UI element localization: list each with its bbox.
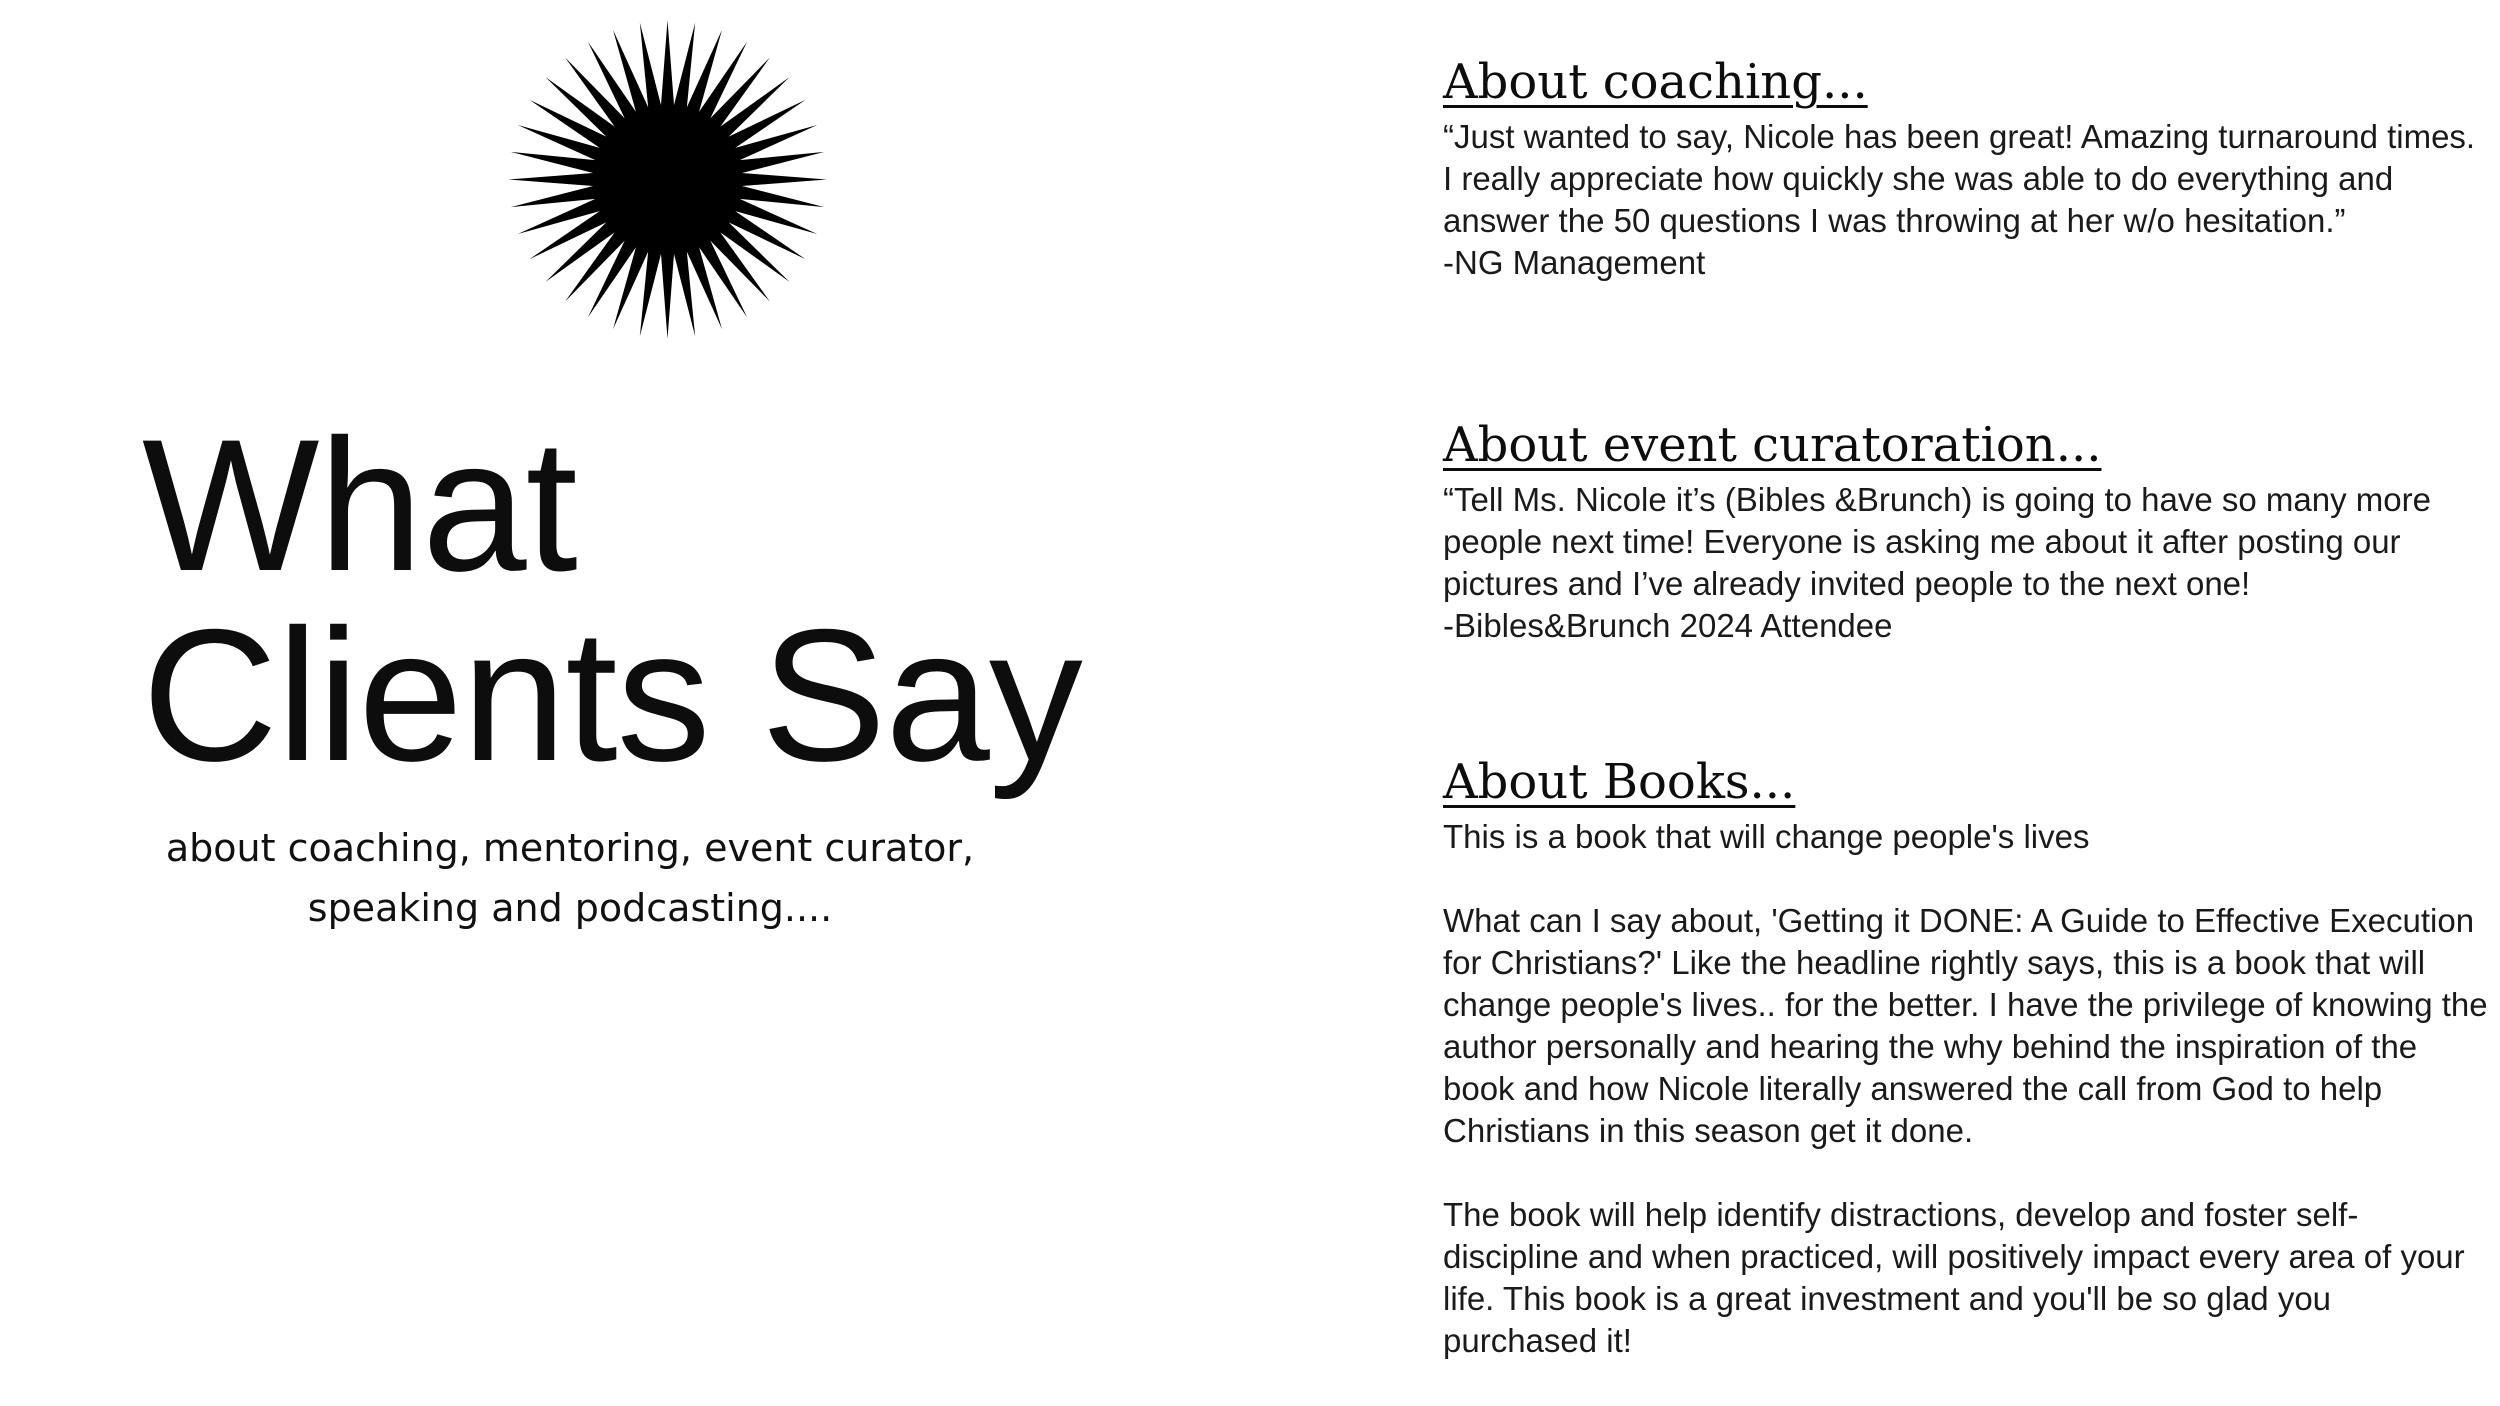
- book-headline: This is a book that will change people's lives: [1443, 818, 2090, 855]
- testimonial-event: [1443, 415, 2493, 647]
- testimonial-attribution: -Bibles&Brunch 2024 Attendee: [1443, 607, 1893, 644]
- section-heading-event: About event curatoration...: [1443, 417, 2102, 473]
- page-subtitle-line-1: about coaching, mentoring, event curator,: [165, 826, 975, 870]
- testimonial-attribution: -NG Management: [1443, 244, 1706, 281]
- page-title-line-2: Clients Say: [142, 590, 1082, 800]
- page-title-line-1: What: [142, 400, 577, 610]
- page-subtitle-line-2: speaking and podcasting....: [307, 886, 833, 930]
- testimonial-quote: “Tell Ms. Nicole it’s (Bibles &Brunch) is going to have so many more people next time! Everyone is asking me about it after posting our pictures and I’ve already invited people to the next one!: [1443, 481, 2431, 602]
- testimonial-books: [1443, 752, 2493, 1362]
- testimonial-quote: “Just wanted to say, Nicole has been great! Amazing turnaround times. I really appreciate how quickly she was able to do everything and answer the 50 questions I was throwing at her w/o hesitation.”: [1443, 118, 2476, 239]
- page-subtitle: [140, 818, 1000, 938]
- section-heading-books: About Books...: [1443, 754, 1796, 810]
- book-review-paragraph-2: The book will help identify distractions, develop and foster self-discipline and when practiced, will positively impact every area of your life. This book is a great investment and you'll be so glad you purchased it!: [1443, 1196, 2465, 1359]
- starburst-icon: [505, 17, 830, 342]
- section-heading-coaching: About coaching...: [1443, 54, 1868, 110]
- page-title: [142, 400, 1082, 800]
- book-review-paragraph-1: What can I say about, 'Getting it DONE: A Guide to Effective Execution for Christians?' Like the headline rightly says, this is a book that will change people's lives.. for the better. I have the privilege of knowing the author personally and hearing the why behind the inspiration of the book and how Nicole literally answered the call from God to help Christians in this season get it done.: [1443, 902, 2488, 1149]
- testimonial-coaching: [1443, 52, 2493, 284]
